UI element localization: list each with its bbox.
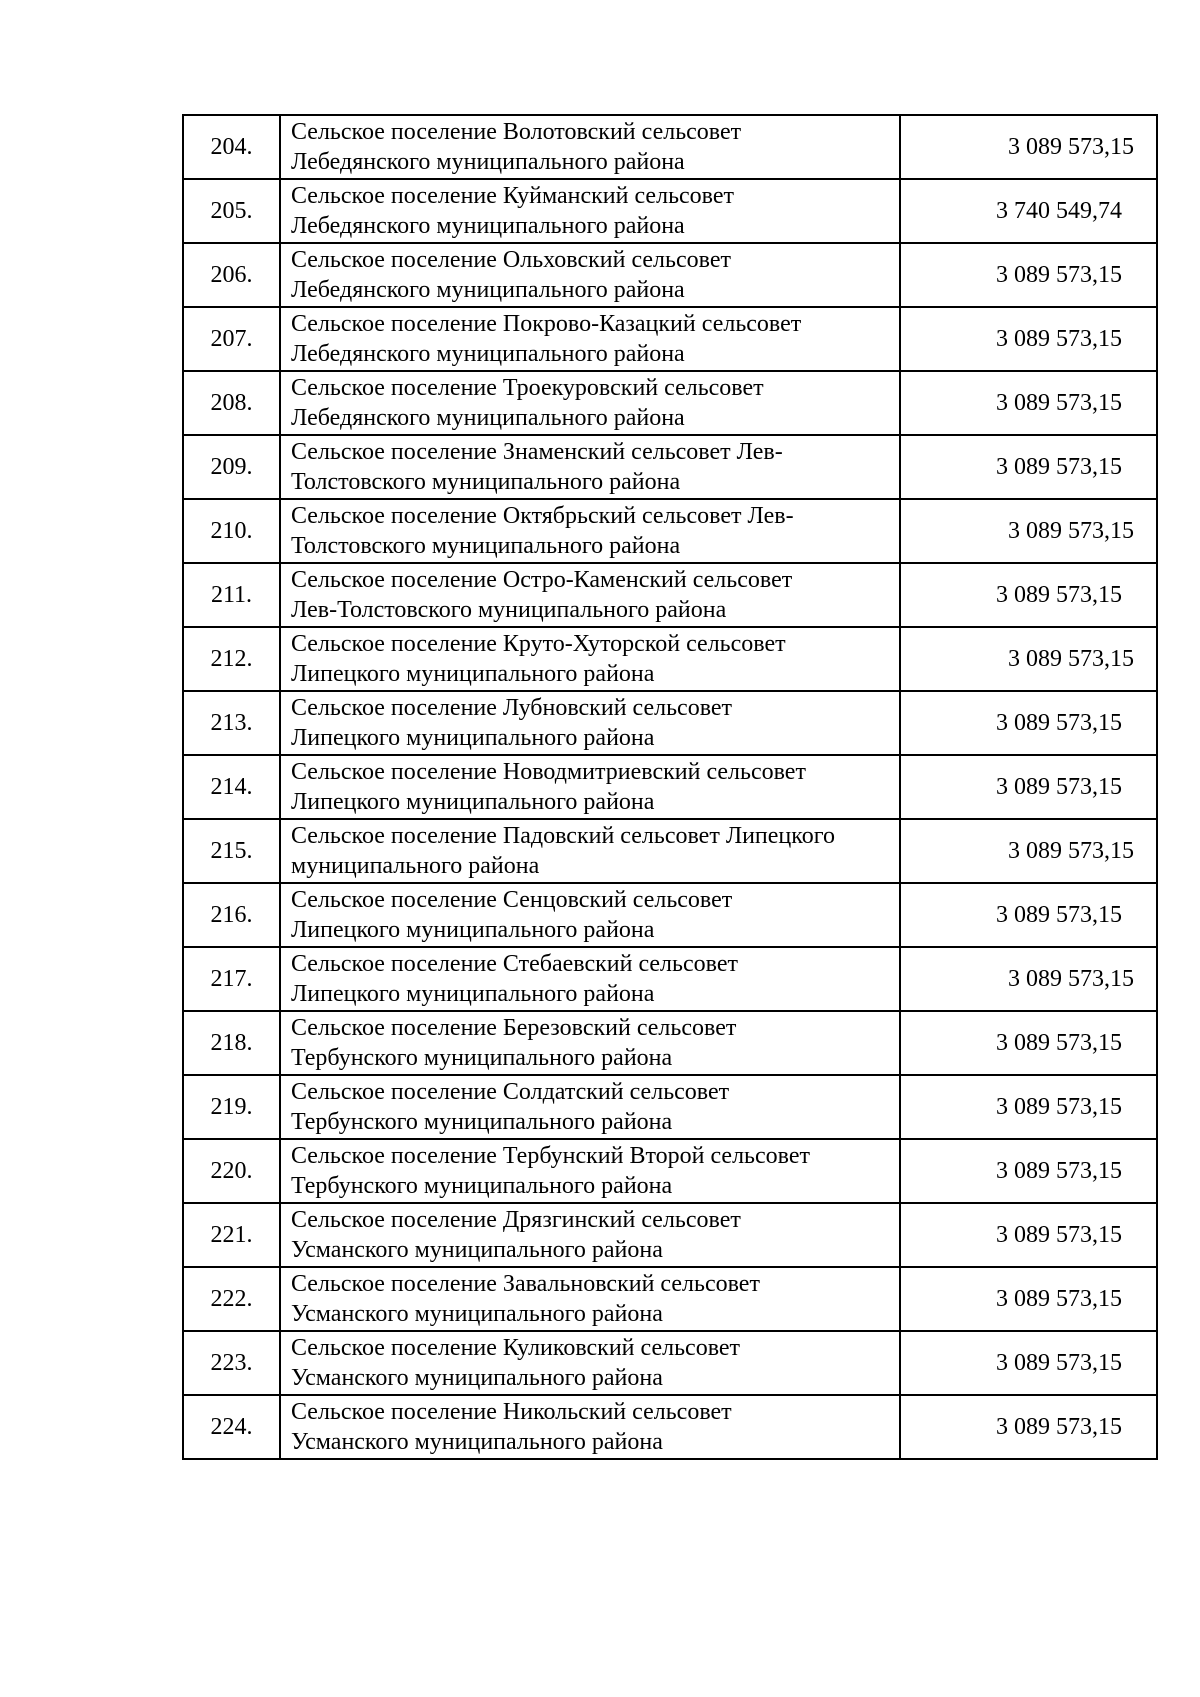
settlement-name: Сельское поселение Октябрьский сельсовет Лев- — [291, 503, 794, 529]
settlement-name-cell — [280, 1011, 900, 1075]
amount-cell: 3 089 573,15 — [900, 435, 1157, 499]
settlement-name: Сельское поселение Березовский сельсовет — [291, 1015, 737, 1041]
district-name: Усманского муниципального района — [291, 1429, 663, 1455]
row-number: 219. — [183, 1075, 280, 1139]
district-name: Усманского муниципального района — [291, 1237, 663, 1263]
settlement-name: Сельское поселение Новодмитриевский сельсовет — [291, 759, 806, 785]
row-number: 204. — [183, 115, 280, 179]
row-number: 218. — [183, 1011, 280, 1075]
settlement-name: Сельское поселение Сенцовский сельсовет — [291, 887, 733, 913]
row-number: 210. — [183, 499, 280, 563]
district-name: Тербунского муниципального района — [291, 1109, 673, 1135]
table-row — [183, 1139, 1157, 1203]
row-number: 206. — [183, 243, 280, 307]
settlement-name-cell — [280, 1075, 900, 1139]
amount-cell: 3 089 573,15 — [900, 883, 1157, 947]
district-name: Лебедянского муниципального района — [291, 277, 685, 303]
settlement-name: Сельское поселение Завальновский сельсовет — [291, 1271, 760, 1297]
district-name: Липецкого муниципального района — [291, 981, 655, 1007]
table-row — [183, 947, 1157, 1011]
settlement-name-cell — [280, 115, 900, 179]
district-name: Тербунского муниципального района — [291, 1045, 673, 1071]
district-name: Липецкого муниципального района — [291, 789, 655, 815]
table-row — [183, 1267, 1157, 1331]
amount-cell: 3 089 573,15 — [900, 243, 1157, 307]
table-row — [183, 1075, 1157, 1139]
settlement-name-cell — [280, 1267, 900, 1331]
amount-cell: 3 089 573,15 — [900, 819, 1157, 883]
table-row — [183, 883, 1157, 947]
allocation-table — [182, 114, 1158, 1460]
row-number: 208. — [183, 371, 280, 435]
settlement-name: Сельское поселение Никольский сельсовет — [291, 1399, 732, 1425]
settlement-name-cell — [280, 883, 900, 947]
settlement-name: Сельское поселение Остро-Каменский сельсовет — [291, 567, 793, 593]
row-number: 217. — [183, 947, 280, 1011]
row-number: 212. — [183, 627, 280, 691]
settlement-name-cell — [280, 1203, 900, 1267]
settlement-name: Сельское поселение Куйманский сельсовет — [291, 183, 734, 209]
settlement-name: Сельское поселение Тербунский Второй сельсовет — [291, 1143, 810, 1169]
row-number: 213. — [183, 691, 280, 755]
table-row — [183, 179, 1157, 243]
settlement-name-cell — [280, 1395, 900, 1459]
settlement-name: Сельское поселение Куликовский сельсовет — [291, 1335, 741, 1361]
amount-cell: 3 089 573,15 — [900, 947, 1157, 1011]
settlement-name: Сельское поселение Лубновский сельсовет — [291, 695, 733, 721]
table-row — [183, 1331, 1157, 1395]
district-name: Лев-Толстовского муниципального района — [291, 597, 727, 623]
amount-cell: 3 089 573,15 — [900, 499, 1157, 563]
settlement-name-cell — [280, 1331, 900, 1395]
row-number: 222. — [183, 1267, 280, 1331]
table-body — [183, 115, 1157, 1459]
district-name: Лебедянского муниципального района — [291, 405, 685, 431]
table-row — [183, 819, 1157, 883]
amount-cell: 3 089 573,15 — [900, 755, 1157, 819]
settlement-name-cell — [280, 755, 900, 819]
row-number: 221. — [183, 1203, 280, 1267]
amount-cell: 3 089 573,15 — [900, 1267, 1157, 1331]
settlement-name-cell — [280, 563, 900, 627]
district-name: Лебедянского муниципального района — [291, 149, 685, 175]
settlement-name-cell — [280, 1139, 900, 1203]
amount-cell: 3 089 573,15 — [900, 1011, 1157, 1075]
amount-cell: 3 089 573,15 — [900, 307, 1157, 371]
amount-cell: 3 089 573,15 — [900, 371, 1157, 435]
table-row — [183, 371, 1157, 435]
amount-cell: 3 089 573,15 — [900, 1331, 1157, 1395]
district-name: Усманского муниципального района — [291, 1301, 663, 1327]
district-name: Тербунского муниципального района — [291, 1173, 673, 1199]
settlement-name-cell — [280, 179, 900, 243]
settlement-name: Сельское поселение Ольховский сельсовет — [291, 247, 731, 273]
row-number: 220. — [183, 1139, 280, 1203]
row-number: 207. — [183, 307, 280, 371]
table-row — [183, 499, 1157, 563]
row-number: 215. — [183, 819, 280, 883]
district-name: муниципального района — [291, 853, 540, 879]
settlement-name: Сельское поселение Круто-Хуторской сельсовет — [291, 631, 786, 657]
row-number: 223. — [183, 1331, 280, 1395]
district-name: Липецкого муниципального района — [291, 725, 655, 751]
settlement-name: Сельское поселение Волотовский сельсовет — [291, 119, 742, 145]
district-name: Липецкого муниципального района — [291, 661, 655, 687]
district-name: Усманского муниципального района — [291, 1365, 663, 1391]
district-name: Толстовского муниципального района — [291, 533, 681, 559]
settlement-name-cell — [280, 243, 900, 307]
district-name: Липецкого муниципального района — [291, 917, 655, 943]
row-number: 205. — [183, 179, 280, 243]
amount-cell: 3 089 573,15 — [900, 1203, 1157, 1267]
amount-cell: 3 740 549,74 — [900, 179, 1157, 243]
table-row — [183, 627, 1157, 691]
amount-cell: 3 089 573,15 — [900, 115, 1157, 179]
settlement-name-cell — [280, 947, 900, 1011]
settlement-name: Сельское поселение Стебаевский сельсовет — [291, 951, 738, 977]
settlement-name-cell — [280, 307, 900, 371]
amount-cell: 3 089 573,15 — [900, 1395, 1157, 1459]
table-row — [183, 755, 1157, 819]
row-number: 211. — [183, 563, 280, 627]
settlement-name: Сельское поселение Дрязгинский сельсовет — [291, 1207, 741, 1233]
settlement-name: Сельское поселение Падовский сельсовет Липецкого — [291, 823, 835, 849]
table-row — [183, 1011, 1157, 1075]
district-name: Толстовского муниципального района — [291, 469, 681, 495]
row-number: 214. — [183, 755, 280, 819]
settlement-name: Сельское поселение Знаменский сельсовет Лев- — [291, 439, 783, 465]
row-number: 209. — [183, 435, 280, 499]
table-row — [183, 563, 1157, 627]
settlement-name: Сельское поселение Троекуровский сельсовет — [291, 375, 764, 401]
row-number: 216. — [183, 883, 280, 947]
settlement-name-cell — [280, 371, 900, 435]
settlement-name-cell — [280, 819, 900, 883]
table-row — [183, 307, 1157, 371]
table-row — [183, 691, 1157, 755]
settlement-name: Сельское поселение Покрово-Казацкий сельсовет — [291, 311, 802, 337]
district-name: Лебедянского муниципального района — [291, 213, 685, 239]
amount-cell: 3 089 573,15 — [900, 563, 1157, 627]
settlement-name-cell — [280, 627, 900, 691]
table-row — [183, 1395, 1157, 1459]
amount-cell: 3 089 573,15 — [900, 691, 1157, 755]
table-row — [183, 115, 1157, 179]
amount-cell: 3 089 573,15 — [900, 627, 1157, 691]
table-row — [183, 435, 1157, 499]
table-row — [183, 1203, 1157, 1267]
district-name: Лебедянского муниципального района — [291, 341, 685, 367]
amount-cell: 3 089 573,15 — [900, 1075, 1157, 1139]
amount-cell: 3 089 573,15 — [900, 1139, 1157, 1203]
settlement-name-cell — [280, 499, 900, 563]
settlement-name-cell — [280, 691, 900, 755]
settlement-name-cell — [280, 435, 900, 499]
table-row — [183, 243, 1157, 307]
row-number: 224. — [183, 1395, 280, 1459]
settlement-name: Сельское поселение Солдатский сельсовет — [291, 1079, 730, 1105]
